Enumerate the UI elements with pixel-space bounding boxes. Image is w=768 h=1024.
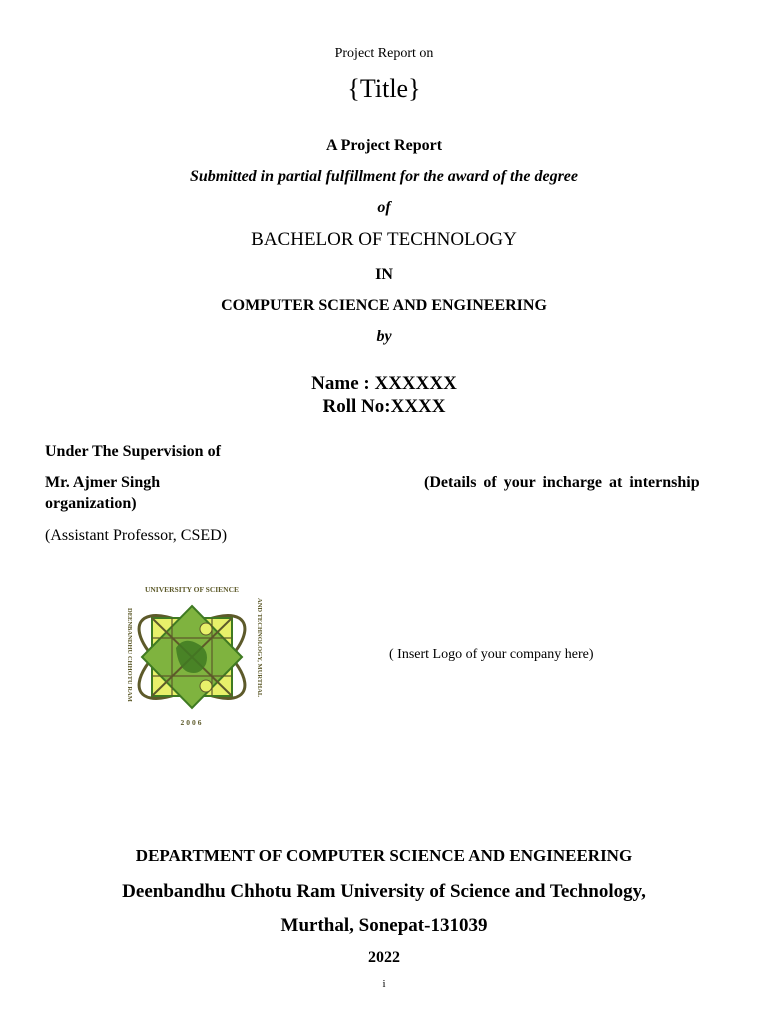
university-address: Murthal, Sonepat-131039 — [280, 915, 488, 936]
submitted-line: Submitted in partial fulfillment for the award of the degree — [189, 168, 578, 185]
incharge-note: (Details of your incharge at internship — [424, 474, 700, 491]
supervisor-designation: (Assistant Professor, CSED) — [45, 527, 228, 544]
a-project-report: A Project Report — [325, 137, 443, 154]
logo-left-text: DEENBANDHU CHHOTU RAM — [126, 608, 133, 702]
report-year: 2022 — [368, 949, 400, 966]
student-roll: Roll No:XXXX — [322, 396, 446, 417]
university-logo — [112, 578, 272, 728]
page-number: i — [382, 978, 386, 990]
project-report-on: Project Report on — [334, 46, 434, 61]
logo-emblem — [126, 600, 257, 714]
degree-name: BACHELOR OF TECHNOLOGY — [251, 229, 517, 250]
of-text: of — [377, 199, 391, 216]
by-text: by — [376, 328, 392, 345]
company-logo-placeholder: ( Insert Logo of your company here) — [389, 647, 594, 662]
in-text: IN — [375, 266, 393, 283]
incharge-note-cont: organization) — [45, 495, 137, 512]
supervisor-name: Mr. Ajmer Singh — [45, 474, 161, 491]
report-title: {Title} — [347, 74, 421, 103]
logo-year: 2006 — [180, 718, 204, 727]
branch-name: COMPUTER SCIENCE AND ENGINEERING — [221, 297, 547, 314]
department-name: DEPARTMENT OF COMPUTER SCIENCE AND ENGINEERING — [135, 846, 633, 865]
supervision-heading: Under The Supervision of — [45, 443, 221, 460]
university-name: Deenbandhu Chhotu Ram University of Science and Technology, — [122, 881, 646, 902]
logo-right-text: AND TECHNOLOGY, MURTHAL — [256, 598, 263, 698]
student-name: Name : XXXXXX — [311, 373, 457, 394]
logo-top-text: UNIVERSITY OF SCIENCE — [144, 585, 240, 594]
